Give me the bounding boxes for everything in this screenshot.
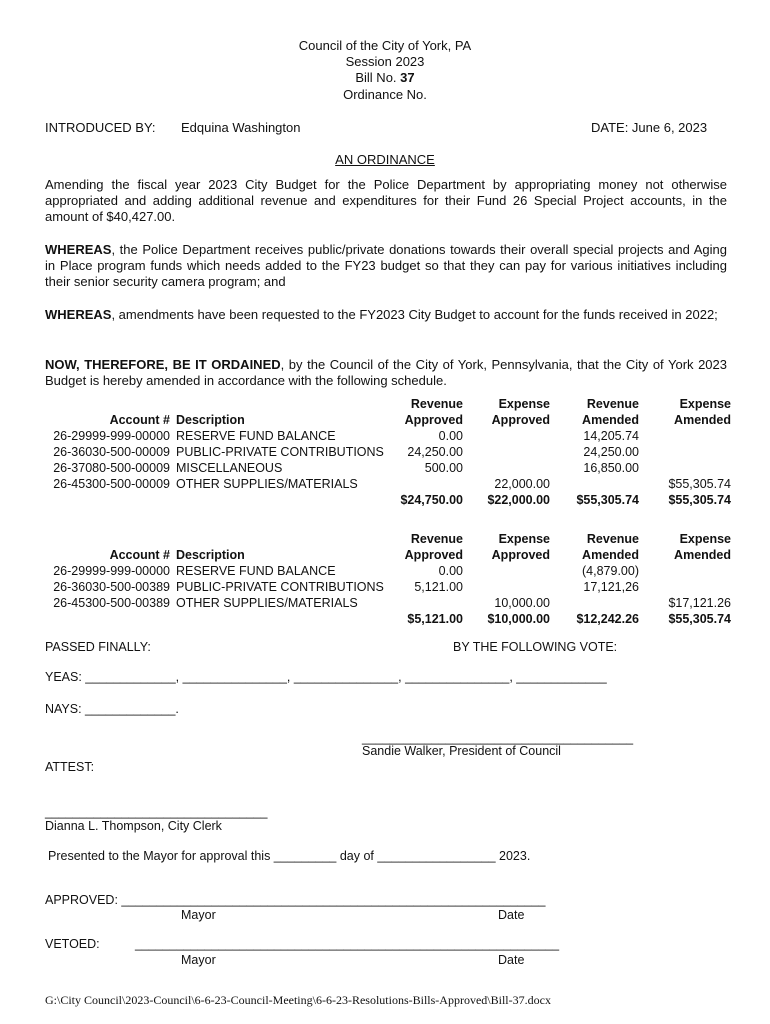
table-row <box>45 579 731 595</box>
president-signature-line: _______________________________________ <box>362 731 634 745</box>
expense-amended-cell: $17,121.26 <box>668 596 731 610</box>
date-label-vetoed: Date <box>498 953 525 967</box>
ordained-text: , by the Council of the City of York, Pennsylvania, that the City of York 2023 Budget is hereby amended in accordance with the following schedule. <box>45 357 727 388</box>
header-expense-amended-1: Expense <box>679 397 731 411</box>
expense-approved-cell <box>463 428 550 444</box>
revenue-approved-cell: 500.00 <box>424 461 463 475</box>
total-expense-amended: $55,305.74 <box>668 493 731 507</box>
paragraph-ordained <box>45 357 727 389</box>
table-header-row <box>45 547 731 563</box>
ordinance-date: DATE: June 6, 2023 <box>591 120 708 135</box>
table-row <box>45 476 731 492</box>
vetoed-label: VETOED: <box>45 937 100 951</box>
introduced-by-label: INTRODUCED BY: <box>45 120 156 135</box>
nays-line: NAYS: _____________. <box>45 702 179 716</box>
yeas-line: YEAS: _____________, _______________, _______________, _______________, _____________ <box>45 670 607 684</box>
total-revenue-amended: $55,305.74 <box>576 493 639 507</box>
description-cell: PUBLIC-PRIVATE CONTRIBUTIONS <box>176 580 384 594</box>
description-cell: MISCELLANEOUS <box>176 461 283 475</box>
header-revenue-amended-1: Revenue <box>586 532 639 546</box>
total-expense-approved: $10,000.00 <box>487 612 550 626</box>
budget-table-1 <box>45 396 731 508</box>
header-expense-approved-2: Approved <box>491 548 550 562</box>
table-row <box>45 428 731 444</box>
total-expense-approved: $22,000.00 <box>487 493 550 507</box>
expense-amended-cell <box>639 428 731 444</box>
whereas-bold-2: WHEREAS <box>45 307 112 322</box>
expense-amended-cell <box>639 579 731 595</box>
mayor-label-approved: Mayor <box>181 908 216 922</box>
header-description: Description <box>176 413 245 427</box>
total-expense-amended: $55,305.74 <box>668 612 731 626</box>
bill-prefix: Bill No. <box>355 70 401 85</box>
file-path-footer: G:\City Council\2023-Council\6-6-23-Council-Meeting\6-6-23-Resolutions-Bills-Approved\Bill-37.docx <box>45 993 551 1007</box>
account-cell: 26-36030-500-00389 <box>53 580 170 594</box>
header-revenue-amended-2: Amended <box>582 413 639 427</box>
total-revenue-amended: $12,242.26 <box>576 612 639 626</box>
header-account: Account # <box>109 413 170 427</box>
header-revenue-amended-1: Revenue <box>586 397 639 411</box>
expense-approved-cell <box>463 460 550 476</box>
description-cell: OTHER SUPPLIES/MATERIALS <box>176 477 358 491</box>
introducer-name: Edquina Washington <box>181 120 301 135</box>
revenue-amended-cell: 14,205.74 <box>583 429 639 443</box>
header-expense-amended-2: Amended <box>674 548 731 562</box>
expense-approved-cell: 10,000.00 <box>494 596 550 610</box>
revenue-approved-cell: 0.00 <box>438 564 463 578</box>
council-title: Council of the City of York, PA <box>298 38 472 53</box>
expense-amended-cell: $55,305.74 <box>668 477 731 491</box>
whereas-text-1: , the Police Department receives public/private donations towards their overall special projects and Aging in Place program funds which needs added to the FY23 budget so that they can pay for various initiatives including their senior security camera program; and <box>45 242 727 289</box>
header-expense-amended-2: Amended <box>674 413 731 427</box>
ordinance-title <box>0 152 770 167</box>
table-header-row-top <box>45 396 731 412</box>
revenue-amended-cell: 17,121,26 <box>583 580 639 594</box>
table-row <box>45 460 731 476</box>
account-cell: 26-37080-500-00009 <box>53 461 170 475</box>
bill-number-line <box>0 70 770 85</box>
whereas-text-2: , amendments have been requested to the FY2023 City Budget to account for the funds received in 2022; <box>111 307 718 322</box>
expense-amended-cell <box>639 460 731 476</box>
vetoed-line: _____________________________________________________________ <box>135 937 560 951</box>
header-expense-approved-2: Approved <box>491 413 550 427</box>
revenue-amended-cell: 16,850.00 <box>583 461 639 475</box>
revenue-approved-cell <box>391 476 463 492</box>
description-cell: PUBLIC-PRIVATE CONTRIBUTIONS <box>176 445 384 459</box>
total-revenue-approved: $24,750.00 <box>400 493 463 507</box>
header-description: Description <box>176 548 245 562</box>
table-header-row <box>45 412 731 428</box>
revenue-amended-cell: 24,250.00 <box>583 445 639 459</box>
expense-approved-cell <box>463 444 550 460</box>
description-cell: OTHER SUPPLIES/MATERIALS <box>176 596 358 610</box>
paragraph-whereas-1 <box>45 242 727 290</box>
ordained-bold: NOW, THEREFORE, BE IT ORDAINED <box>45 357 281 372</box>
expense-approved-cell <box>463 563 550 579</box>
account-cell: 26-45300-500-00389 <box>53 596 170 610</box>
session-label: Session 2023 <box>345 54 425 69</box>
ordinance-number-label: Ordinance No. <box>343 87 427 102</box>
header-expense-approved-1: Expense <box>498 532 550 546</box>
revenue-approved-cell: 0.00 <box>438 429 463 443</box>
expense-amended-cell <box>639 444 731 460</box>
totals-row <box>45 611 731 627</box>
by-following-vote-label: BY THE FOLLOWING VOTE: <box>453 640 618 654</box>
mayor-label-vetoed: Mayor <box>181 953 216 967</box>
table-header-row-top <box>45 531 731 547</box>
revenue-approved-cell: 5,121.00 <box>414 580 463 594</box>
revenue-amended-cell: (4,879.00) <box>582 564 639 578</box>
revenue-amended-cell <box>550 595 639 611</box>
paragraph-whereas-2 <box>45 307 727 323</box>
approved-line: APPROVED: _____________________________________________________________ <box>45 893 546 907</box>
header-revenue-approved-2: Approved <box>404 548 463 562</box>
attest-label: ATTEST: <box>45 760 95 774</box>
account-cell: 26-36030-500-00009 <box>53 445 170 459</box>
header-revenue-amended-2: Amended <box>582 548 639 562</box>
description-cell: RESERVE FUND BALANCE <box>176 429 336 443</box>
description-cell: RESERVE FUND BALANCE <box>176 564 336 578</box>
clerk-name: Dianna L. Thompson, City Clerk <box>45 819 222 833</box>
whereas-bold-1: WHEREAS <box>45 242 112 257</box>
header-revenue-approved-2: Approved <box>404 413 463 427</box>
account-cell: 26-45300-500-00009 <box>53 477 170 491</box>
header-revenue-approved-1: Revenue <box>410 397 463 411</box>
expense-amended-cell <box>639 563 731 579</box>
paragraph-amending: Amending the fiscal year 2023 City Budget for the Police Department by appropriating money not otherwise appropriated and adding additional revenue and expenditures for their Fund 26 Special Project accounts, in the amount of $40,427.00. <box>45 177 727 224</box>
revenue-approved-cell <box>391 595 463 611</box>
ordinance-title-text: AN ORDINANCE <box>335 152 435 167</box>
header-account: Account # <box>109 548 170 562</box>
president-name: Sandie Walker, President of Council <box>362 744 561 758</box>
account-cell: 26-29999-999-00000 <box>53 564 170 578</box>
header-revenue-approved-1: Revenue <box>410 532 463 546</box>
table-row <box>45 444 731 460</box>
presented-to-mayor: Presented to the Mayor for approval this _________ day of _________________ 2023. <box>48 849 531 863</box>
clerk-signature-line: ________________________________ <box>45 805 268 819</box>
account-cell: 26-29999-999-00000 <box>53 429 170 443</box>
header-expense-amended-1: Expense <box>679 532 731 546</box>
budget-table-2 <box>45 531 731 627</box>
expense-approved-cell: 22,000.00 <box>494 477 550 491</box>
date-label-approved: Date <box>498 908 525 922</box>
revenue-amended-cell <box>550 476 639 492</box>
expense-approved-cell <box>463 579 550 595</box>
table-row <box>45 595 731 611</box>
bill-number: 37 <box>400 70 415 85</box>
totals-row <box>45 492 731 508</box>
revenue-approved-cell: 24,250.00 <box>407 445 463 459</box>
table-row <box>45 563 731 579</box>
passed-finally-label: PASSED FINALLY: <box>45 640 151 654</box>
total-revenue-approved: $5,121.00 <box>407 612 463 626</box>
header-expense-approved-1: Expense <box>498 397 550 411</box>
